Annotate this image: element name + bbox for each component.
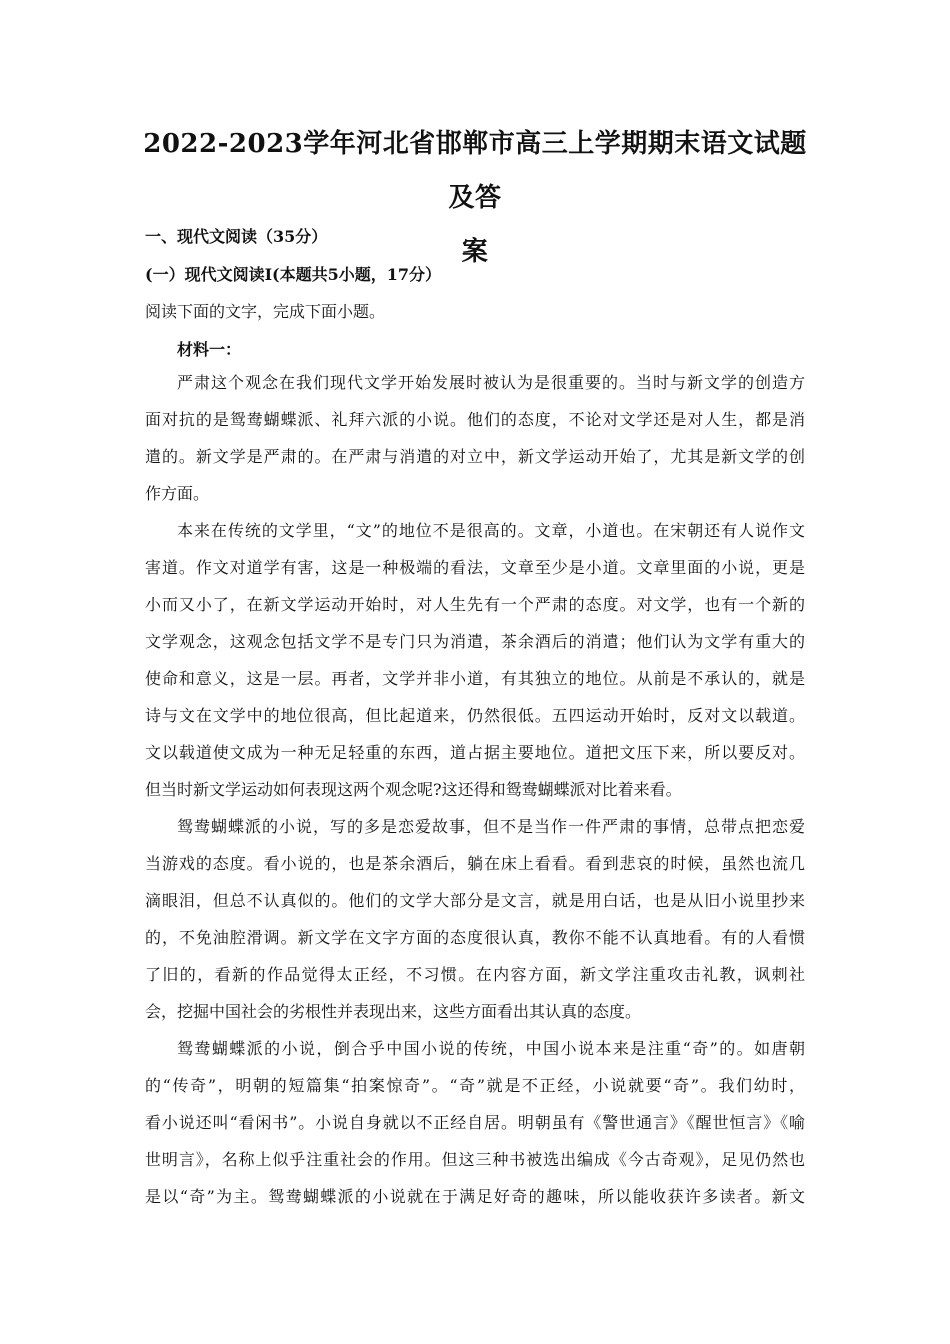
paragraph-line: 严肃这个观念在我们现代文学开始发展时被认为是很重要的。当时与新文学的创造方 bbox=[177, 373, 805, 392]
paragraph-line: 滴眼泪，但总不认真似的。他们的文学大部分是文言，就是用白话，也是从旧小说里抄来 bbox=[145, 891, 805, 910]
paragraph-line: 但当时新文学运动如何表现这两个观念呢?这还得和鸳鸯蝴蝶派对比着来看。 bbox=[145, 780, 682, 799]
paragraph-3 bbox=[145, 808, 805, 1030]
paragraph-line: 遣的。新文学是严肃的。在严肃与消遣的对立中，新文学运动开始了，尤其是新文学的创 bbox=[145, 447, 805, 466]
paragraph-line: 的“传奇”，明朝的短篇集“拍案惊奇”。“奇”就是不正经，小说就要“奇”。我们幼时， bbox=[145, 1076, 805, 1095]
paragraph-line: 面对抗的是鸳鸯蝴蝶派、礼拜六派的小说。他们的态度，不论对文学还是对人生，都是消 bbox=[145, 410, 805, 429]
paragraph-2 bbox=[145, 512, 805, 808]
paragraph-line: 文学观念，这观念包括文学不是专门只为消遣，茶余酒后的消遣；他们认为文学有重大的 bbox=[145, 632, 805, 651]
paragraph-line: 当游戏的态度。看小说的，也是茶余酒后，躺在床上看看。看到悲哀的时候，虽然也流几 bbox=[145, 854, 805, 873]
paragraph-line: 使命和意义，这是一层。再者，文学并非小道，有其独立的地位。从前是不承认的，就是 bbox=[145, 669, 805, 688]
paragraph-line: 了旧的，看新的作品觉得太正经，不习惯。在内容方面，新文学注重攻击礼教，讽刺社 bbox=[145, 965, 805, 984]
paragraph-line: 作方面。 bbox=[145, 484, 210, 503]
subsection-heading: (一）现代文阅读Ⅰ(本题共5小题，17分） bbox=[145, 265, 442, 284]
paragraph-line: 会，挖掘中国社会的劣根性并表现出来，这些方面看出其认真的态度。 bbox=[145, 1002, 642, 1021]
paragraph-line: 害道。作文对道学有害，这是一种极端的看法，文章至少是小道。文章里面的小说，更是 bbox=[145, 558, 805, 577]
material-label: 材料一： bbox=[177, 340, 242, 359]
document-title bbox=[130, 117, 820, 279]
paragraph-line: 文以载道使文成为一种无足轻重的东西，道占据主要地位。道把文压下来，所以要反对。 bbox=[145, 743, 805, 762]
paragraph-1 bbox=[145, 364, 805, 512]
paragraph-line: 鸳鸯蝴蝶派的小说，倒合乎中国小说的传统，中国小说本来是注重“奇”的。如唐朝 bbox=[177, 1039, 805, 1058]
paragraph-line: 本来在传统的文学里，“文”的地位不是很高的。文章，小道也。在宋朝还有人说作文 bbox=[177, 521, 805, 540]
instruction-text: 阅读下面的文字，完成下面小题。 bbox=[145, 302, 386, 321]
section-heading: 一、现代文阅读（35分） bbox=[145, 227, 328, 246]
paragraph-line: 世明言》，名称上似乎注重社会的作用。但这三种书被选出编成《今古奇观》，足见仍然也 bbox=[145, 1150, 805, 1169]
paragraph-4 bbox=[145, 1030, 805, 1215]
paragraph-line: 鸳鸯蝴蝶派的小说，写的多是恋爱故事，但不是当作一件严肃的事情，总带点把恋爱 bbox=[177, 817, 805, 836]
title-line-1: 2022-2023学年河北省邯郸市高三上学期期末语文试题及答 bbox=[143, 129, 807, 213]
paragraph-line: 是以“奇”为主。鸳鸯蝴蝶派的小说就在于满足好奇的趣味，所以能收获许多读者。新文 bbox=[145, 1187, 805, 1206]
paragraph-line: 看小说还叫“看闲书”。小说自身就以不正经自居。明朝虽有《警世通言》《醒世恒言》《喻 bbox=[145, 1113, 805, 1132]
title-line-2: 案 bbox=[461, 237, 489, 267]
paragraph-line: 小而又小了，在新文学运动开始时，对人生先有一个严肃的态度。对文学，也有一个新的 bbox=[145, 595, 805, 614]
paragraph-line: 的，不免油腔滑调。新文学在文字方面的态度很认真，教你不能不认真地看。有的人看惯 bbox=[145, 928, 805, 947]
paragraph-line: 诗与文在文学中的地位很高，但比起道来，仍然很低。五四运动开始时，反对文以载道。 bbox=[145, 706, 805, 725]
